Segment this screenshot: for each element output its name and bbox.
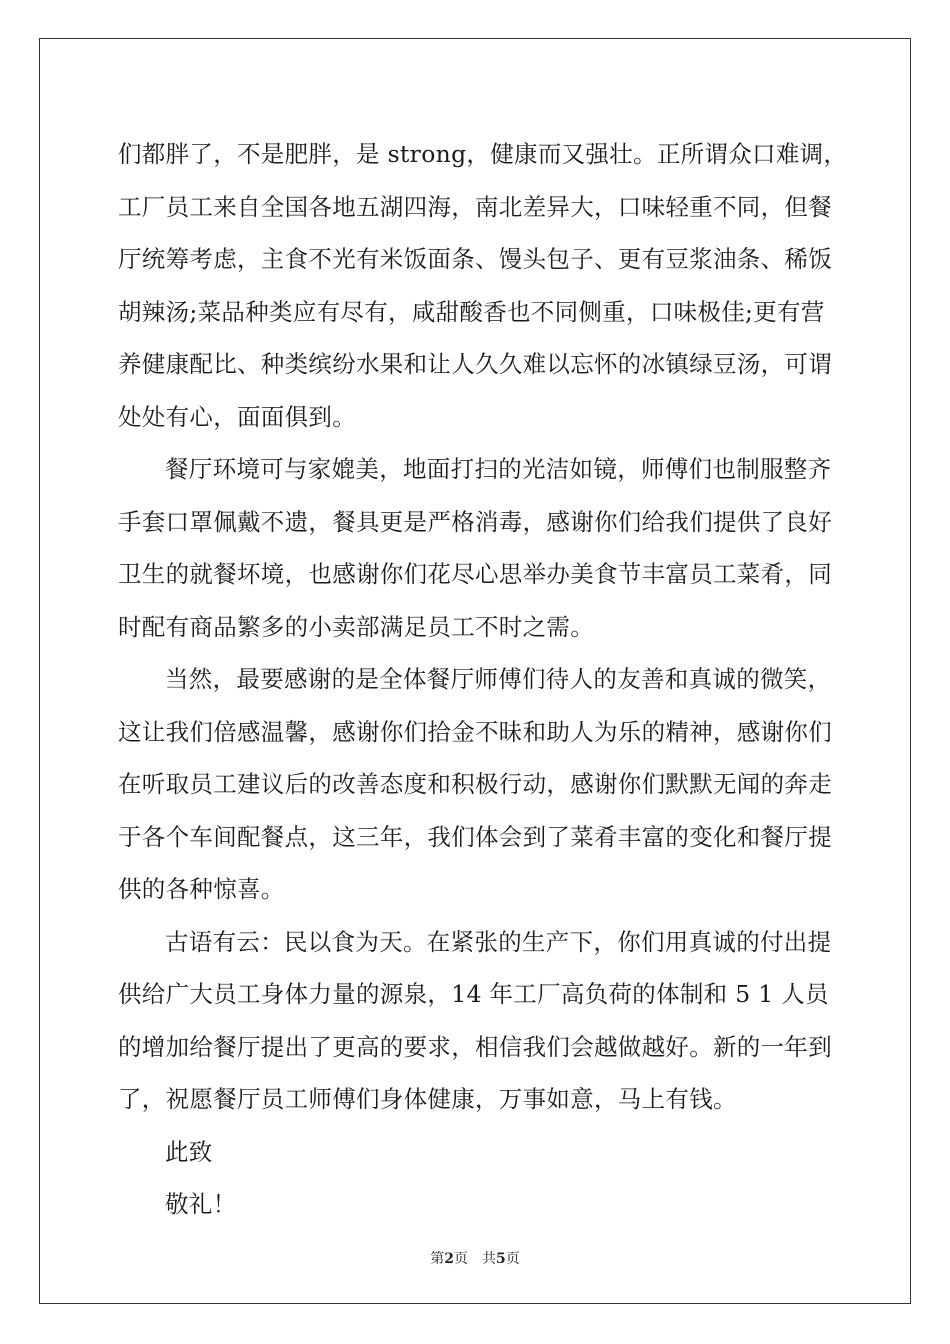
text-line: 的增加给餐厅提出了更高的要求，相信我们会越做越好。新的一年到 bbox=[118, 1032, 832, 1061]
text-line: 手套口罩佩戴不遗，餐具更是严格消毒，感谢你们给我们提供了良好 bbox=[118, 507, 832, 536]
text-line: 工厂员工来自全国各地五湖四海，南北差异大，口味轻重不同，但餐 bbox=[118, 192, 832, 221]
footer-suffix: 页 bbox=[505, 1251, 520, 1267]
total-pages-number: 5 bbox=[496, 1251, 506, 1267]
paragraph-start-line: 当然，最要感谢的是全体餐厅师傅们待人的友善和真诚的微笑， bbox=[165, 665, 832, 693]
text-line: 处处有心，面面俱到。 bbox=[118, 402, 356, 431]
text-line: 了，祝愿餐厅员工师傅们身体健康，万事如意，马上有钱。 bbox=[118, 1085, 737, 1113]
text-line: 时配有商品繁多的小卖部满足员工不时之需。 bbox=[118, 612, 594, 641]
paragraph-start-line: 餐厅环境可与家媲美，地面打扫的光洁如镜，师傅们也制服整齐 bbox=[165, 455, 832, 483]
text-line: 卫生的就餐坏境，也感谢你们花尽心思举办美食节丰富员工菜肴，同 bbox=[118, 560, 832, 588]
text-line: 们都胖了，不是肥胖，是 strong，健康而又强壮。正所谓众口难调， bbox=[118, 140, 848, 168]
footer-prefix: 第 bbox=[430, 1251, 445, 1267]
text-line: 在听取员工建议后的改善态度和积极行动，感谢你们默默无闻的奔走 bbox=[118, 770, 832, 798]
text-line: 于各个车间配餐点，这三年，我们体会到了菜肴丰富的变化和餐厅提 bbox=[118, 822, 832, 851]
text-line: 供的各种惊喜。 bbox=[118, 875, 285, 903]
text-line: 这让我们倍感温馨，感谢你们拾金不昧和助人为乐的精神，感谢你们 bbox=[118, 717, 832, 746]
page-footer bbox=[0, 1248, 950, 1268]
current-page-number: 2 bbox=[444, 1251, 454, 1267]
document-body bbox=[118, 128, 848, 1231]
closing-regards: 敬礼！ bbox=[165, 1190, 237, 1218]
text-line: 养健康配比、种类缤纷水果和让人久久难以忘怀的冰镇绿豆汤，可谓 bbox=[118, 350, 832, 378]
text-line: 厅统筹考虑，主食不光有米饭面条、馒头包子、更有豆浆油条、稀饭 bbox=[118, 245, 832, 273]
footer-middle: 页 共 bbox=[454, 1251, 496, 1267]
text-line: 胡辣汤;菜品种类应有尽有，咸甜酸香也不同侧重，口味极佳;更有营 bbox=[118, 297, 825, 326]
text-line: 供给广大员工身体力量的源泉，14 年工厂高负荷的体制和 5 1 人员 bbox=[118, 980, 829, 1008]
paragraph-start-line: 古语有云：民以食为天。在紧张的生产下，你们用真诚的付出提 bbox=[165, 927, 832, 956]
closing-salutation: 此致 bbox=[165, 1137, 213, 1166]
